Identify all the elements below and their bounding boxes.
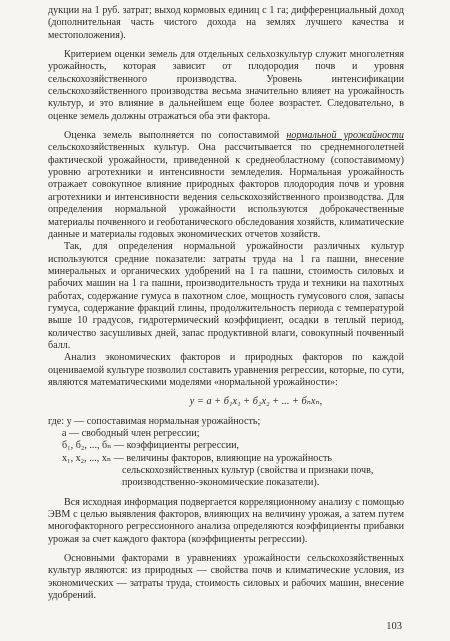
paragraph-regression-intro: Анализ экономических факторов и природных факторов по каждой оцениваемой культуре позволил составить уравнения регрессии, которые, по сути, являются математическими моделями «нормальной урожайности»: bbox=[48, 352, 404, 388]
definition-y: где: y — сопоставимая нормальная урожайность; bbox=[48, 415, 261, 427]
paragraph-criterion: Критерием оценки земель для отдельных сельхозкультур служит многолетняя урожайность, которая зависит от плодородия почв и уровня сельскохозяйственного производства. Уровень интенсификации сельскохозяйственного производства весьма значительно влияет на урожайность культур, и это влияние в дальнейшем еще более возрастет. Следовательно, в оценке земель должны отражаться оба эти фактора. bbox=[48, 49, 404, 122]
paragraph-normal-yield-start: Оценка земель выполняется по сопоставимой bbox=[64, 130, 280, 142]
regression-formula: y = a + б₁x₁ + б₂x₂ + ... + бₙxₙ, bbox=[189, 396, 323, 408]
paragraph-indicators: Так, для определения нормальной урожайности различных культур используются средние показатели: затраты труда на 1 га пашни, внесение минеральных и органических удобрений на 1 га пашни, стоимость силовых и рабочих машин на 1 га пашни, производительность труда и техники на пахотных работах, содержание гумуса в пахотном слое, мощность гумусового слоя, запасы гумуса, содержание фракций глины, продолжительность периода с температурой выше 10 градусов, гидротермический коэффициент, осадки в теплый период, количество засушливых дней, запас продуктивной влаги, совокупный почвенный балл. bbox=[48, 241, 404, 351]
definition-a: a — свободный член регрессии; bbox=[62, 428, 200, 439]
paragraph-normal-yield bbox=[48, 130, 404, 241]
paragraph-normal-yield-rest: сельскохозяйственных культур. Она рассчитывается по среднемноголетней фактической урожайности, приведенной к среднеобластному (сопоставимому) уровню агротехники и интенсивности земледелия. Нормальная урожайность отражает совокупное влияние природных факторов плодородия почв и уровня агротехники и интенсивности ведения сельскохозяйственного производства. Для определения нормальной урожайности используются доброкачественные материалы почвенного и геоботанического обследования хозяйств, климатические данные и материалы годовых экономических отчетов хозяйств. bbox=[48, 142, 404, 240]
page-number: 103 bbox=[386, 620, 402, 632]
paragraph-top-continuation: дукции на 1 руб. затрат; выход кормовых единиц с 1 га; дифференциальный доход (дополнительная часть чистого дохода на землях лучшего качества и местоположения). bbox=[48, 5, 404, 41]
paragraph-correlation-analysis: Вся исходная информация подвергается корреляционному анализу с помощью ЭВМ с целью выявления факторов, влияющих на величину урожая, а затем путем многофакторного регрессионного анализа определяются коэффициенты прибавки урожая за счет каждого фактора (коэффициенты регрессии). bbox=[48, 496, 404, 545]
definition-factors: x₁, x₂, ..., xₙ — величины факторов, влияющие на урожайность сельскохозяйственных культур (свойства и признаки почв, производственно-экономические показатели). bbox=[62, 452, 374, 489]
emphasis-normal-yield: нормальной урожайности bbox=[286, 130, 404, 142]
paragraph-main-factors: Основными факторами в уравнениях урожайности сельскохозяйственных культур являются: из природных — свойства почв и климатические условия, из экономических — затраты труда, стоимость силовых и рабочих машин, внесение удобрений. bbox=[48, 553, 404, 602]
formula-definitions bbox=[48, 416, 404, 490]
definition-coefficients: б₁, б₂, ..., бₙ — коэффициенты регрессии, bbox=[62, 440, 240, 452]
